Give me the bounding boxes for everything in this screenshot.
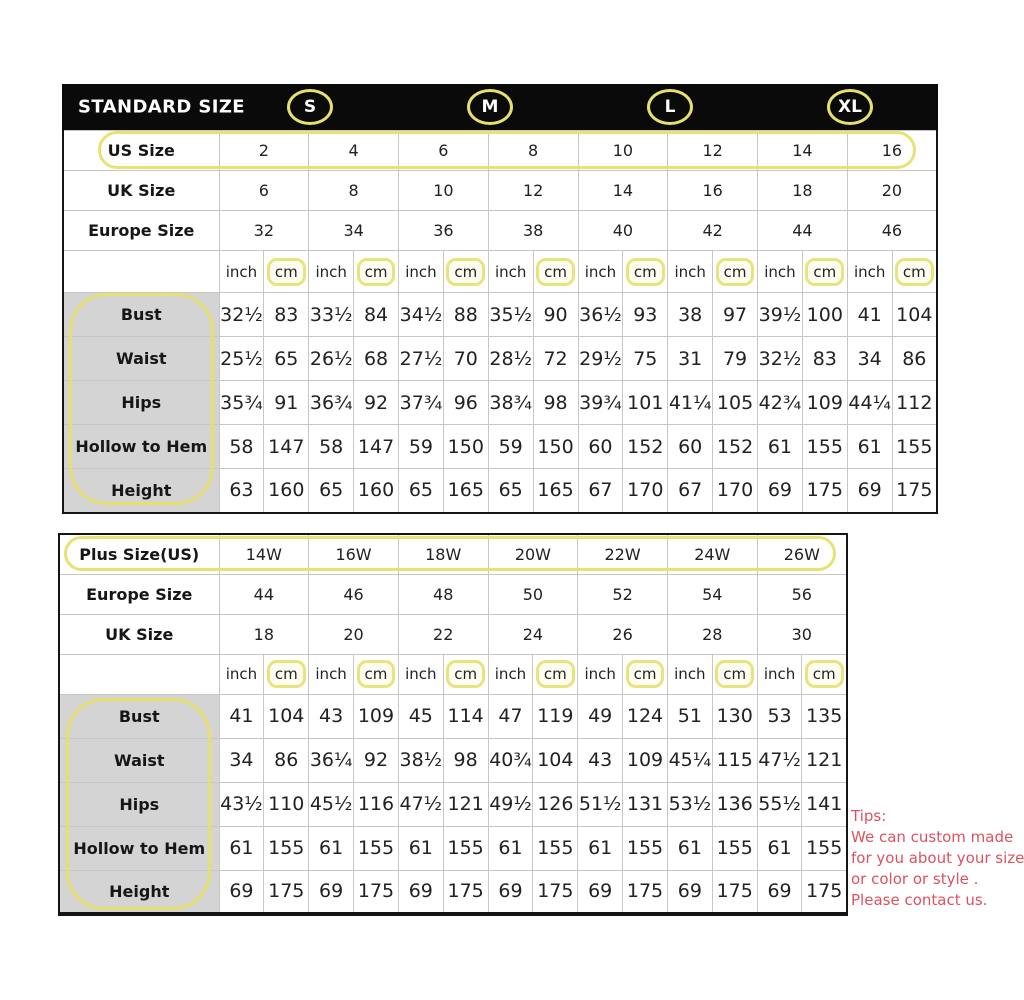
standard-size-title: STANDARD SIZE [78, 96, 245, 118]
inch-value-cell: 45½ [309, 782, 354, 826]
cm-value-cell: 70 [443, 337, 488, 381]
cm-value-cell: 147 [354, 425, 399, 469]
inch-value-cell: 27½ [399, 337, 444, 381]
size-row [59, 534, 847, 574]
inch-value-cell: 67 [668, 469, 713, 513]
inch-value-cell: 41 [219, 694, 264, 738]
size-row [59, 574, 847, 614]
size-row [63, 211, 937, 251]
cm-value-cell: 155 [712, 826, 757, 870]
inch-value-cell: 44¼ [847, 381, 892, 425]
measurement-row-label: Hips [59, 782, 219, 826]
cm-unit-cell [354, 654, 399, 694]
measurement-row-label: Hollow to Hem [59, 826, 219, 870]
inch-value-cell: 53 [757, 694, 802, 738]
inch-value-cell: 69 [219, 870, 264, 914]
measurement-row-label: Hips [63, 381, 219, 425]
inch-value-cell: 60 [578, 425, 623, 469]
inch-value-cell: 53½ [667, 782, 712, 826]
inch-value-cell: 61 [847, 425, 892, 469]
inch-value-cell: 34 [219, 738, 264, 782]
inch-value-cell: 61 [758, 425, 803, 469]
size-value-cell: 22 [398, 614, 488, 654]
inch-unit-cell: inch [757, 654, 802, 694]
inch-value-cell: 69 [488, 870, 533, 914]
size-value-cell: 8 [488, 131, 578, 171]
cm-value-cell: 175 [354, 870, 399, 914]
inch-value-cell: 33½ [309, 293, 354, 337]
size-value-cell: 16W [309, 534, 399, 574]
size-value-cell: 50 [488, 574, 578, 614]
size-value-cell: 18 [758, 171, 848, 211]
cm-highlight-box: cm [267, 660, 306, 688]
inch-value-cell: 51 [667, 694, 712, 738]
cm-value-cell: 155 [802, 826, 847, 870]
cm-value-cell: 92 [354, 381, 399, 425]
cm-value-cell: 115 [712, 738, 757, 782]
inch-value-cell: 37¾ [399, 381, 444, 425]
tips-line: Please contact us. [851, 891, 988, 909]
cm-value-cell: 147 [264, 425, 309, 469]
inch-value-cell: 32½ [219, 293, 264, 337]
cm-highlight-box: cm [805, 258, 844, 286]
cm-value-cell: 121 [443, 782, 488, 826]
inch-unit-cell: inch [488, 251, 533, 293]
cm-highlight-box: cm [715, 660, 754, 688]
cm-value-cell: 75 [623, 337, 668, 381]
size-value-cell: 22W [578, 534, 668, 574]
inch-unit-cell: inch [758, 251, 803, 293]
cm-value-cell: 175 [443, 870, 488, 914]
size-value-cell: 24W [667, 534, 757, 574]
cm-highlight-box: cm [536, 258, 575, 286]
measurement-row-label: Height [63, 469, 219, 513]
cm-unit-cell [264, 654, 309, 694]
inch-value-cell: 61 [757, 826, 802, 870]
inch-value-cell: 55½ [757, 782, 802, 826]
cm-value-cell: 170 [623, 469, 668, 513]
inch-value-cell: 42¾ [758, 381, 803, 425]
size-value-cell: 46 [847, 211, 937, 251]
cm-value-cell: 86 [892, 337, 937, 381]
inch-unit-cell: inch [578, 654, 623, 694]
cm-value-cell: 130 [712, 694, 757, 738]
inch-unit-cell: inch [219, 654, 264, 694]
inch-value-cell: 65 [488, 469, 533, 513]
cm-highlight-box: cm [357, 660, 396, 688]
measurement-row-label: Bust [63, 293, 219, 337]
cm-value-cell: 175 [802, 870, 847, 914]
cm-value-cell: 88 [443, 293, 488, 337]
cm-value-cell: 175 [802, 469, 847, 513]
cm-value-cell: 92 [354, 738, 399, 782]
size-group-l-circled: L [647, 89, 693, 125]
cm-highlight-box: cm [357, 258, 396, 286]
size-row-label: UK Size [59, 614, 219, 654]
units-row [59, 654, 847, 694]
size-value-cell: 20 [309, 614, 399, 654]
inch-value-cell: 58 [219, 425, 264, 469]
size-value-cell: 14 [578, 171, 668, 211]
cm-value-cell: 165 [533, 469, 578, 513]
inch-value-cell: 61 [398, 826, 443, 870]
size-value-cell: 26W [757, 534, 847, 574]
cm-unit-cell [623, 251, 668, 293]
cm-value-cell: 100 [802, 293, 847, 337]
cm-value-cell: 150 [443, 425, 488, 469]
cm-highlight-box: cm [895, 258, 934, 286]
inch-value-cell: 38¾ [488, 381, 533, 425]
inch-value-cell: 38 [668, 293, 713, 337]
inch-value-cell: 59 [399, 425, 444, 469]
inch-unit-cell: inch [309, 251, 354, 293]
inch-value-cell: 69 [758, 469, 803, 513]
plus-size-grid [58, 533, 848, 916]
size-row-label: US Size [63, 131, 219, 171]
inch-value-cell: 36½ [578, 293, 623, 337]
size-row-label: Europe Size [59, 574, 219, 614]
size-value-cell: 28 [667, 614, 757, 654]
cm-value-cell: 84 [354, 293, 399, 337]
size-value-cell: 52 [578, 574, 668, 614]
tips-lines [851, 827, 1024, 911]
plus-size-table [58, 533, 848, 916]
inch-value-cell: 69 [578, 870, 623, 914]
cm-value-cell: 93 [623, 293, 668, 337]
inch-value-cell: 36¾ [309, 381, 354, 425]
measurement-row [63, 381, 937, 425]
inch-value-cell: 28½ [488, 337, 533, 381]
cm-value-cell: 112 [892, 381, 937, 425]
inch-value-cell: 34 [847, 337, 892, 381]
size-value-cell: 6 [399, 131, 489, 171]
inch-unit-cell: inch [667, 654, 712, 694]
measurement-row [59, 694, 847, 738]
inch-value-cell: 63 [219, 469, 264, 513]
size-value-cell: 44 [758, 211, 848, 251]
cm-value-cell: 165 [443, 469, 488, 513]
size-row [63, 131, 937, 171]
cm-highlight-box: cm [267, 258, 306, 286]
cm-value-cell: 175 [264, 870, 309, 914]
size-value-cell: 54 [667, 574, 757, 614]
inch-value-cell: 41¼ [668, 381, 713, 425]
inch-value-cell: 39½ [758, 293, 803, 337]
size-value-cell: 48 [398, 574, 488, 614]
cm-value-cell: 136 [712, 782, 757, 826]
measurement-row [59, 738, 847, 782]
inch-value-cell: 31 [668, 337, 713, 381]
inch-value-cell: 65 [399, 469, 444, 513]
cm-value-cell: 116 [354, 782, 399, 826]
cm-value-cell: 65 [264, 337, 309, 381]
cm-value-cell: 104 [892, 293, 937, 337]
cm-value-cell: 155 [354, 826, 399, 870]
cm-highlight-box: cm [536, 660, 575, 688]
inch-value-cell: 40¾ [488, 738, 533, 782]
cm-value-cell: 104 [264, 694, 309, 738]
cm-value-cell: 155 [264, 826, 309, 870]
inch-value-cell: 43 [578, 738, 623, 782]
measurement-row [63, 293, 937, 337]
inch-value-cell: 58 [309, 425, 354, 469]
cm-value-cell: 97 [713, 293, 758, 337]
cm-unit-cell [354, 251, 399, 293]
cm-unit-cell [623, 654, 668, 694]
cm-unit-cell [443, 251, 488, 293]
size-value-cell: 8 [309, 171, 399, 211]
cm-value-cell: 96 [443, 381, 488, 425]
inch-value-cell: 61 [578, 826, 623, 870]
inch-value-cell: 65 [309, 469, 354, 513]
cm-value-cell: 68 [354, 337, 399, 381]
size-value-cell: 20 [847, 171, 937, 211]
cm-unit-cell [802, 251, 847, 293]
measurement-row [63, 425, 937, 469]
cm-unit-cell [264, 251, 309, 293]
size-group-m-circled: M [467, 89, 513, 125]
size-value-cell: 4 [309, 131, 399, 171]
inch-value-cell: 49 [578, 694, 623, 738]
cm-unit-cell [713, 251, 758, 293]
inch-value-cell: 61 [219, 826, 264, 870]
cm-value-cell: 110 [264, 782, 309, 826]
cm-value-cell: 155 [623, 826, 668, 870]
inch-unit-cell: inch [398, 654, 443, 694]
inch-value-cell: 47½ [398, 782, 443, 826]
cm-value-cell: 109 [623, 738, 668, 782]
tips-line: for you about your size [851, 849, 1024, 867]
cm-highlight-box: cm [805, 660, 844, 688]
size-value-cell: 6 [219, 171, 309, 211]
inch-value-cell: 26½ [309, 337, 354, 381]
inch-value-cell: 34½ [399, 293, 444, 337]
cm-value-cell: 109 [354, 694, 399, 738]
inch-value-cell: 67 [578, 469, 623, 513]
cm-value-cell: 79 [713, 337, 758, 381]
cm-value-cell: 119 [533, 694, 578, 738]
size-value-cell: 18 [219, 614, 309, 654]
size-value-cell: 34 [309, 211, 399, 251]
inch-value-cell: 29½ [578, 337, 623, 381]
size-value-cell: 32 [219, 211, 309, 251]
cm-unit-cell [443, 654, 488, 694]
cm-highlight-box: cm [626, 258, 665, 286]
units-row-empty-label [59, 654, 219, 694]
inch-value-cell: 32½ [758, 337, 803, 381]
inch-value-cell: 61 [488, 826, 533, 870]
units-row [63, 251, 937, 293]
size-value-cell: 12 [668, 131, 758, 171]
cm-value-cell: 101 [623, 381, 668, 425]
cm-highlight-box: cm [626, 660, 665, 688]
standard-size-header-bar [62, 84, 938, 130]
inch-value-cell: 49½ [488, 782, 533, 826]
measurement-row-label: Height [59, 870, 219, 914]
cm-value-cell: 124 [623, 694, 668, 738]
cm-value-cell: 152 [623, 425, 668, 469]
inch-unit-cell: inch [488, 654, 533, 694]
cm-value-cell: 104 [533, 738, 578, 782]
tips-line: We can custom made [851, 828, 1014, 846]
size-value-cell: 44 [219, 574, 309, 614]
inch-unit-cell: inch [847, 251, 892, 293]
cm-unit-cell [533, 251, 578, 293]
inch-value-cell: 69 [667, 870, 712, 914]
measurement-row [63, 469, 937, 513]
cm-value-cell: 160 [354, 469, 399, 513]
size-value-cell: 26 [578, 614, 668, 654]
measurement-row-label: Waist [59, 738, 219, 782]
cm-highlight-box: cm [446, 258, 485, 286]
cm-value-cell: 155 [443, 826, 488, 870]
tips-title: Tips: [851, 807, 887, 825]
size-value-cell: 38 [488, 211, 578, 251]
size-value-cell: 46 [309, 574, 399, 614]
size-row-label: UK Size [63, 171, 219, 211]
size-value-cell: 20W [488, 534, 578, 574]
cm-value-cell: 86 [264, 738, 309, 782]
inch-value-cell: 69 [757, 870, 802, 914]
size-value-cell: 16 [668, 171, 758, 211]
units-row-empty-label [63, 251, 219, 293]
size-group-s-circled: S [287, 89, 333, 125]
measurement-row [59, 782, 847, 826]
inch-value-cell: 69 [398, 870, 443, 914]
cm-unit-cell [892, 251, 937, 293]
inch-unit-cell: inch [399, 251, 444, 293]
cm-value-cell: 170 [713, 469, 758, 513]
size-row-label: Europe Size [63, 211, 219, 251]
measurement-row-label: Bust [59, 694, 219, 738]
size-value-cell: 2 [219, 131, 309, 171]
cm-value-cell: 98 [443, 738, 488, 782]
cm-value-cell: 155 [802, 425, 847, 469]
size-row [59, 614, 847, 654]
size-value-cell: 30 [757, 614, 847, 654]
size-group-xl-circled: XL [827, 89, 873, 125]
cm-value-cell: 150 [533, 425, 578, 469]
standard-size-table [62, 84, 938, 514]
cm-value-cell: 121 [802, 738, 847, 782]
cm-value-cell: 175 [533, 870, 578, 914]
size-value-cell: 12 [488, 171, 578, 211]
inch-value-cell: 51½ [578, 782, 623, 826]
inch-value-cell: 36¼ [309, 738, 354, 782]
measurement-row [59, 826, 847, 870]
inch-value-cell: 69 [309, 870, 354, 914]
cm-value-cell: 72 [533, 337, 578, 381]
standard-size-grid [62, 130, 938, 514]
inch-value-cell: 41 [847, 293, 892, 337]
cm-value-cell: 175 [712, 870, 757, 914]
cm-value-cell: 109 [802, 381, 847, 425]
cm-unit-cell [533, 654, 578, 694]
inch-value-cell: 35¾ [219, 381, 264, 425]
size-value-cell: 16 [847, 131, 937, 171]
inch-unit-cell: inch [668, 251, 713, 293]
cm-value-cell: 98 [533, 381, 578, 425]
cm-value-cell: 155 [892, 425, 937, 469]
cm-value-cell: 141 [802, 782, 847, 826]
measurement-row-label: Waist [63, 337, 219, 381]
inch-value-cell: 47 [488, 694, 533, 738]
cm-value-cell: 135 [802, 694, 847, 738]
inch-value-cell: 43 [309, 694, 354, 738]
cm-value-cell: 131 [623, 782, 668, 826]
inch-value-cell: 69 [847, 469, 892, 513]
measurement-row-label: Hollow to Hem [63, 425, 219, 469]
inch-value-cell: 61 [667, 826, 712, 870]
inch-value-cell: 35½ [488, 293, 533, 337]
size-value-cell: 24 [488, 614, 578, 654]
inch-value-cell: 39¾ [578, 381, 623, 425]
inch-value-cell: 45 [398, 694, 443, 738]
inch-unit-cell: inch [219, 251, 264, 293]
size-value-cell: 14W [219, 534, 309, 574]
cm-value-cell: 91 [264, 381, 309, 425]
size-value-cell: 36 [399, 211, 489, 251]
inch-unit-cell: inch [309, 654, 354, 694]
measurement-row [59, 870, 847, 914]
size-row [63, 171, 937, 211]
size-value-cell: 42 [668, 211, 758, 251]
cm-value-cell: 105 [713, 381, 758, 425]
inch-value-cell: 61 [309, 826, 354, 870]
inch-value-cell: 60 [668, 425, 713, 469]
inch-value-cell: 43½ [219, 782, 264, 826]
measurement-row [63, 337, 937, 381]
inch-value-cell: 59 [488, 425, 533, 469]
cm-value-cell: 90 [533, 293, 578, 337]
cm-value-cell: 126 [533, 782, 578, 826]
cm-unit-cell [802, 654, 847, 694]
size-value-cell: 40 [578, 211, 668, 251]
cm-value-cell: 160 [264, 469, 309, 513]
size-row-label: Plus Size(US) [59, 534, 219, 574]
inch-unit-cell: inch [578, 251, 623, 293]
inch-value-cell: 38½ [398, 738, 443, 782]
cm-value-cell: 175 [892, 469, 937, 513]
tips-line: or color or style . [851, 870, 979, 888]
cm-value-cell: 83 [802, 337, 847, 381]
cm-value-cell: 155 [533, 826, 578, 870]
tips-note [851, 806, 1024, 911]
size-value-cell: 14 [758, 131, 848, 171]
cm-value-cell: 83 [264, 293, 309, 337]
cm-unit-cell [712, 654, 757, 694]
cm-value-cell: 152 [713, 425, 758, 469]
size-value-cell: 18W [398, 534, 488, 574]
cm-value-cell: 175 [623, 870, 668, 914]
cm-highlight-box: cm [446, 660, 485, 688]
size-value-cell: 10 [399, 171, 489, 211]
size-value-cell: 10 [578, 131, 668, 171]
inch-value-cell: 47½ [757, 738, 802, 782]
size-value-cell: 56 [757, 574, 847, 614]
cm-value-cell: 114 [443, 694, 488, 738]
cm-highlight-box: cm [716, 258, 755, 286]
inch-value-cell: 45¼ [667, 738, 712, 782]
inch-value-cell: 25½ [219, 337, 264, 381]
